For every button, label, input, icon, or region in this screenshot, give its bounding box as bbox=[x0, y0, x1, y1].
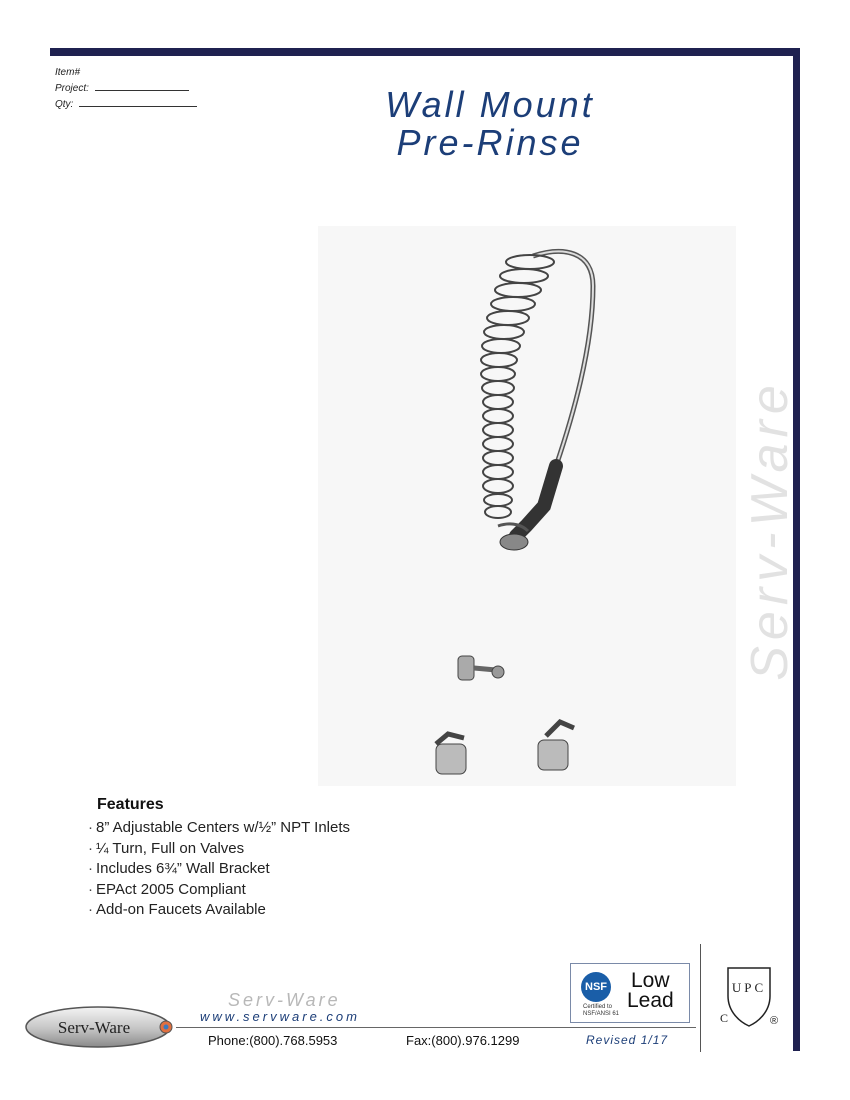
revision-date: Revised 1/17 bbox=[586, 1033, 669, 1047]
brand-tagline: Serv-Ware bbox=[228, 990, 341, 1010]
nsf-logo-icon: NSF bbox=[581, 972, 611, 1002]
nsf-certified-text: Certified to NSF/ANSI 61 bbox=[583, 1004, 620, 1017]
page-title bbox=[340, 86, 640, 162]
features-section bbox=[88, 796, 350, 921]
qty-row bbox=[55, 96, 197, 112]
product-photo bbox=[318, 226, 736, 786]
item-project-form bbox=[55, 66, 197, 112]
side-brand-watermark: Serv-Ware bbox=[741, 379, 799, 681]
fax-number: Fax:(800).976.1299 bbox=[406, 1033, 520, 1048]
upc-registered-mark: ® bbox=[770, 1015, 779, 1027]
cupc-certification-mark bbox=[714, 962, 784, 1037]
project-label: Project: bbox=[55, 83, 89, 94]
feature-item: · EPAct 2005 Compliant bbox=[88, 880, 246, 898]
feature-item: · ¼ Turn, Full on Valves bbox=[88, 839, 245, 857]
top-border-rule bbox=[50, 48, 800, 56]
title-line-2: Pre-Rinse bbox=[396, 122, 584, 163]
qty-blank-line bbox=[79, 96, 197, 107]
servware-logo bbox=[24, 1004, 176, 1055]
feature-item: · Includes 6¾” Wall Bracket bbox=[88, 860, 270, 878]
features-list bbox=[88, 818, 350, 921]
low-lead-text-lead: Lead bbox=[627, 989, 674, 1012]
title-line-1: Wall Mount bbox=[385, 84, 595, 125]
upc-shield-icon bbox=[714, 962, 784, 1032]
servware-logo-icon bbox=[24, 1004, 176, 1050]
upc-letters: UPC bbox=[731, 980, 767, 995]
footer-vertical-divider bbox=[700, 944, 701, 1052]
feature-item: · 8” Adjustable Centers w/½” NPT Inlets bbox=[88, 819, 351, 836]
qty-label: Qty: bbox=[55, 99, 74, 110]
faucet-illustration bbox=[318, 226, 736, 786]
low-lead-text-low: Low bbox=[631, 969, 670, 992]
feature-item: · Add-on Faucets Available bbox=[88, 901, 266, 919]
features-heading: Features bbox=[97, 796, 164, 813]
item-label: Item# bbox=[55, 67, 81, 78]
project-blank-line bbox=[95, 80, 189, 91]
footer-rule bbox=[176, 1027, 696, 1028]
upc-c-mark: C bbox=[720, 1011, 729, 1025]
logo-wordmark: Serv-Ware bbox=[57, 1018, 131, 1037]
project-row bbox=[55, 80, 197, 96]
item-row bbox=[55, 66, 197, 80]
phone-number: Phone:(800).768.5953 bbox=[208, 1033, 338, 1048]
website-link[interactable]: www.servware.com bbox=[200, 1009, 360, 1024]
nsf-low-lead-badge bbox=[570, 963, 690, 1023]
